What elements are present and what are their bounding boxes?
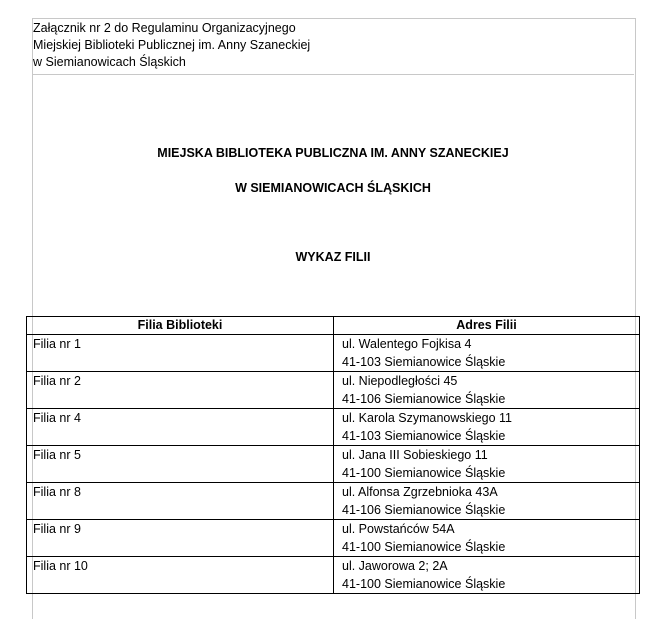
address-city: 41-103 Siemianowice Śląskie [342,429,506,443]
header-line-1: Załącznik nr 2 do Regulaminu Organizacyjnego [33,21,296,35]
address-street: ul. Jana III Sobieskiego 11 [342,448,488,462]
table-row [27,409,640,446]
column-header-branch: Filia Biblioteki [27,317,334,335]
branches-table [26,316,640,594]
branch-name: Filia nr 1 [27,335,334,372]
title-line-1: MIEJSKA BIBLIOTEKA PUBLICZNA IM. ANNY SZANECKIEJ [157,146,509,160]
branch-address [334,446,640,483]
branch-address [334,520,640,557]
address-city: 41-103 Siemianowice Śląskie [342,355,506,369]
header-line-2: Miejskiej Biblioteki Publicznej im. Anny Szaneckiej [33,38,311,52]
branch-address [334,335,640,372]
address-city: 41-106 Siemianowice Śląskie [342,503,506,517]
branch-address [334,409,640,446]
table-row [27,446,640,483]
column-header-address: Adres Filii [334,317,640,335]
header-line-3: w Siemianowicach Śląskich [33,55,186,69]
address-street: ul. Powstańców 54A [342,522,455,536]
address-street: ul. Niepodległości 45 [342,374,458,388]
title-line-2: W SIEMIANOWICACH ŚLĄSKICH [235,181,431,195]
branch-name: Filia nr 2 [27,372,334,409]
address-street: ul. Karola Szymanowskiego 11 [342,411,512,425]
address-city: 41-106 Siemianowice Śląskie [342,392,506,406]
table-row [27,372,640,409]
table-row [27,335,640,372]
address-street: ul. Alfonsa Zgrzebnioka 43A [342,485,498,499]
branch-address [334,483,640,520]
table-row [27,520,640,557]
table-row [27,483,640,520]
address-city: 41-100 Siemianowice Śląskie [342,577,506,591]
table-header-row [27,317,640,335]
address-street: ul. Walentego Fojkisa 4 [342,337,472,351]
address-street: ul. Jaworowa 2; 2A [342,559,448,573]
branch-name: Filia nr 10 [27,557,334,594]
branch-address [334,372,640,409]
section-title: WYKAZ FILII [295,250,371,264]
branch-name: Filia nr 5 [27,446,334,483]
branch-name: Filia nr 4 [27,409,334,446]
address-city: 41-100 Siemianowice Śląskie [342,540,506,554]
branch-name: Filia nr 9 [27,520,334,557]
branch-address [334,557,640,594]
document-header [32,20,634,75]
table-row [27,557,640,594]
address-city: 41-100 Siemianowice Śląskie [342,466,506,480]
branch-name: Filia nr 8 [27,483,334,520]
